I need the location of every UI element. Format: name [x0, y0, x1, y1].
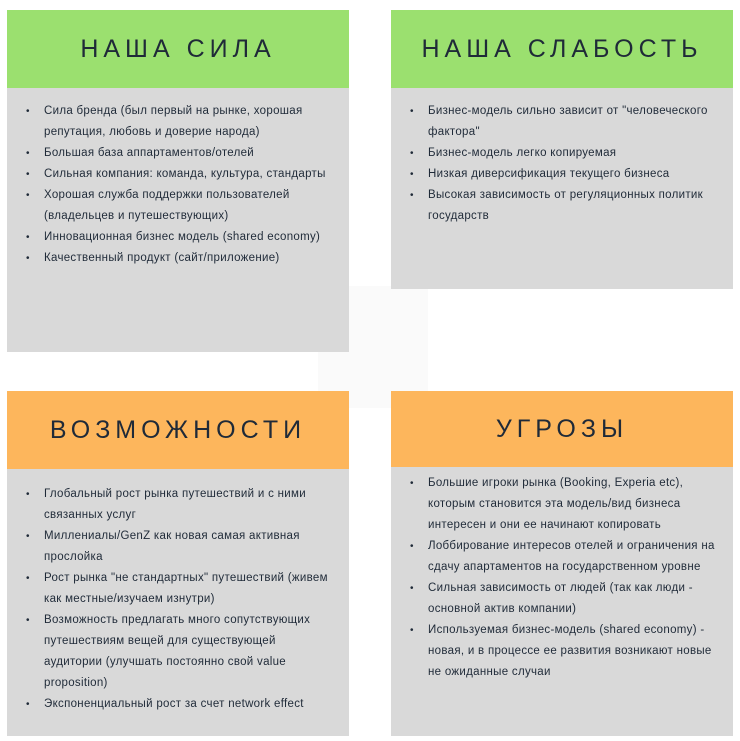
strengths-panel [7, 10, 349, 352]
threats-item-text: Используемая бизнес-модель (shared economy) - новая, и в процессе ее развития возникают новые не ожиданные случаи [428, 624, 712, 678]
weaknesses-item [406, 164, 721, 185]
strengths-item [22, 227, 337, 248]
opportunities-item [22, 484, 337, 526]
strengths-item [22, 143, 337, 164]
bullet-icon: • [410, 148, 414, 159]
threats-item [406, 473, 721, 536]
bullet-icon: • [26, 106, 30, 117]
bullet-icon: • [26, 699, 30, 710]
strengths-title: НАША СИЛА [7, 10, 349, 88]
opportunities-item-text: Рост рынка "не стандартных" путешествий (живем как местные/изучаем изнутри) [44, 572, 328, 605]
bullet-icon: • [26, 232, 30, 243]
opportunities-item-text: Экспоненциальный рост за счет network effect [44, 698, 304, 710]
bullet-icon: • [410, 541, 414, 552]
weaknesses-item-text: Бизнес-модель легко копируемая [428, 147, 617, 159]
bullet-icon: • [26, 489, 30, 500]
bullet-icon: • [410, 478, 414, 489]
bullet-icon: • [410, 106, 414, 117]
bullet-icon: • [26, 253, 30, 264]
opportunities-panel [7, 391, 349, 736]
strengths-item-text: Инновационная бизнес модель (shared economy) [44, 231, 321, 243]
opportunities-item [22, 694, 337, 715]
bullet-icon: • [26, 531, 30, 542]
bullet-icon: • [410, 190, 414, 201]
strengths-item-text: Качественный продукт (сайт/приложение) [44, 252, 280, 264]
strengths-item-text: Хорошая служба поддержки пользователей (владельцев и путешествующих) [44, 189, 290, 222]
strengths-item [22, 101, 337, 143]
bullet-icon: • [410, 625, 414, 636]
opportunities-item [22, 526, 337, 568]
bullet-icon: • [410, 583, 414, 594]
weaknesses-panel [391, 10, 733, 289]
opportunities-item [22, 610, 337, 694]
strengths-item [22, 248, 337, 269]
opportunities-list [7, 469, 349, 715]
opportunities-item [22, 568, 337, 610]
strengths-item-text: Сила бренда (был первый на рынке, хорошая репутация, любовь и доверие народа) [44, 105, 303, 138]
threats-list [391, 467, 733, 683]
threats-item [406, 536, 721, 578]
bullet-icon: • [26, 169, 30, 180]
threats-item [406, 620, 721, 683]
threats-item-text: Сильная зависимость от людей (так как люди - основной актив компании) [428, 582, 693, 615]
weaknesses-item [406, 143, 721, 164]
bullet-icon: • [26, 615, 30, 626]
bullet-icon: • [26, 148, 30, 159]
threats-item-text: Лоббирование интересов отелей и ограничения на сдачу апартаментов на государственном уровне [428, 540, 715, 573]
threats-item-text: Большие игроки рынка (Booking, Experia etc), которым становится эта модель/вид бизнеса интересен и они ее начинают копировать [428, 477, 684, 531]
weaknesses-item-text: Бизнес-модель сильно зависит от "человеческого фактора" [428, 105, 708, 138]
strengths-item [22, 185, 337, 227]
weaknesses-title: НАША СЛАБОСТЬ [391, 10, 733, 88]
bullet-icon: • [26, 573, 30, 584]
threats-title: УГРОЗЫ [391, 391, 733, 467]
threats-panel [391, 391, 733, 736]
opportunities-title: ВОЗМОЖНОСТИ [7, 391, 349, 469]
threats-item [406, 578, 721, 620]
strengths-list [7, 88, 349, 269]
opportunities-item-text: Миллениалы/GenZ как новая самая активная прослойка [44, 530, 300, 563]
bullet-icon: • [410, 169, 414, 180]
weaknesses-item [406, 101, 721, 143]
weaknesses-item [406, 185, 721, 227]
weaknesses-list [391, 88, 733, 227]
bullet-icon: • [26, 190, 30, 201]
weaknesses-item-text: Высокая зависимость от регуляционных политик государств [428, 189, 703, 222]
strengths-item [22, 164, 337, 185]
strengths-item-text: Сильная компания: команда, культура, стандарты [44, 168, 326, 180]
weaknesses-item-text: Низкая диверсификация текущего бизнеса [428, 168, 670, 180]
opportunities-item-text: Глобальный рост рынка путешествий и с ними связанных услуг [44, 488, 306, 521]
strengths-item-text: Большая база аппартаментов/отелей [44, 147, 255, 159]
opportunities-item-text: Возможность предлагать много сопутствующих путешествиям вещей для существующей аудитории (улучшать постоянно свой value proposition) [44, 614, 311, 689]
